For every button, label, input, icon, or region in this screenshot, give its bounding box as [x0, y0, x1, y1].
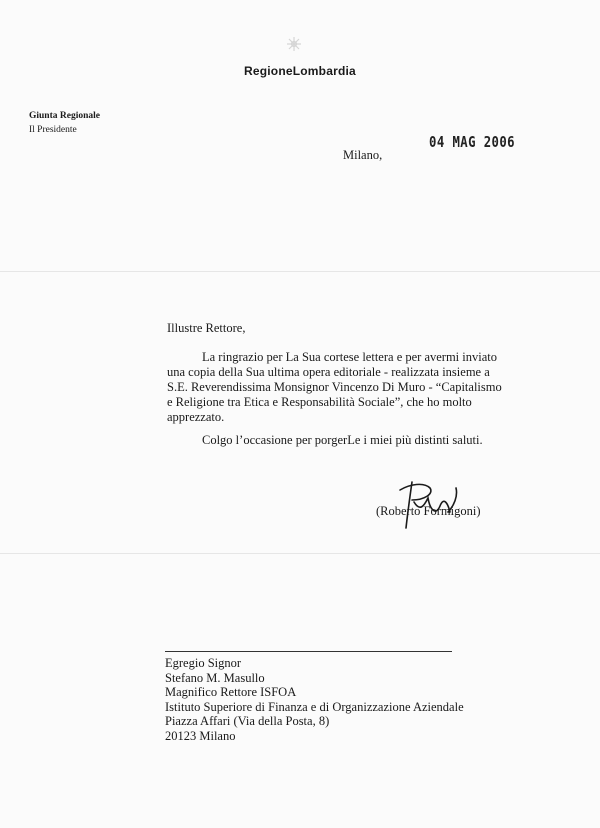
- office-title: Il Presidente: [29, 125, 77, 135]
- date-city: Milano,: [343, 148, 383, 162]
- salutation: Illustre Rettore,: [167, 321, 246, 335]
- paragraph-line: e Religione tra Etica e Responsabilità Sociale”, che ho molto: [167, 395, 472, 409]
- department-name: Giunta Regionale: [29, 111, 100, 121]
- letterhead-brand: RegioneLombardia: [244, 64, 356, 78]
- address-line: Magnifico Rettore ISFOA: [165, 685, 297, 700]
- address-line: 20123 Milano: [165, 728, 236, 743]
- region-emblem-icon: [283, 36, 305, 52]
- address-line: Piazza Affari (Via della Posta, 8): [165, 714, 330, 729]
- paragraph-line: apprezzato.: [167, 410, 225, 424]
- letter-paragraph: [167, 350, 502, 425]
- recipient-address: [165, 656, 464, 744]
- paragraph-line: S.E. Reverendissima Monsignor Vincenzo Di Muro - “Capitalismo: [167, 380, 502, 394]
- paper-fold-line: [0, 271, 600, 272]
- address-rule: [165, 651, 452, 652]
- paper-fold-line: [0, 553, 600, 554]
- signer-name: (Roberto Formigoni): [376, 504, 481, 518]
- address-line: Stefano M. Masullo: [165, 670, 265, 685]
- paragraph-line: La ringrazio per La Sua cortese lettera e per avermi inviato: [202, 350, 497, 364]
- address-line: Istituto Superiore di Finanza e di Organizzazione Aziendale: [165, 699, 464, 714]
- date-stamp: 04 MAG 2006: [429, 133, 515, 151]
- address-line: Egregio Signor: [165, 656, 242, 670]
- paragraph-line: una copia della Sua ultima opera editoriale - realizzata insieme a: [167, 365, 490, 379]
- closing-line: Colgo l’occasione per porgerLe i miei più distinti saluti.: [202, 433, 483, 447]
